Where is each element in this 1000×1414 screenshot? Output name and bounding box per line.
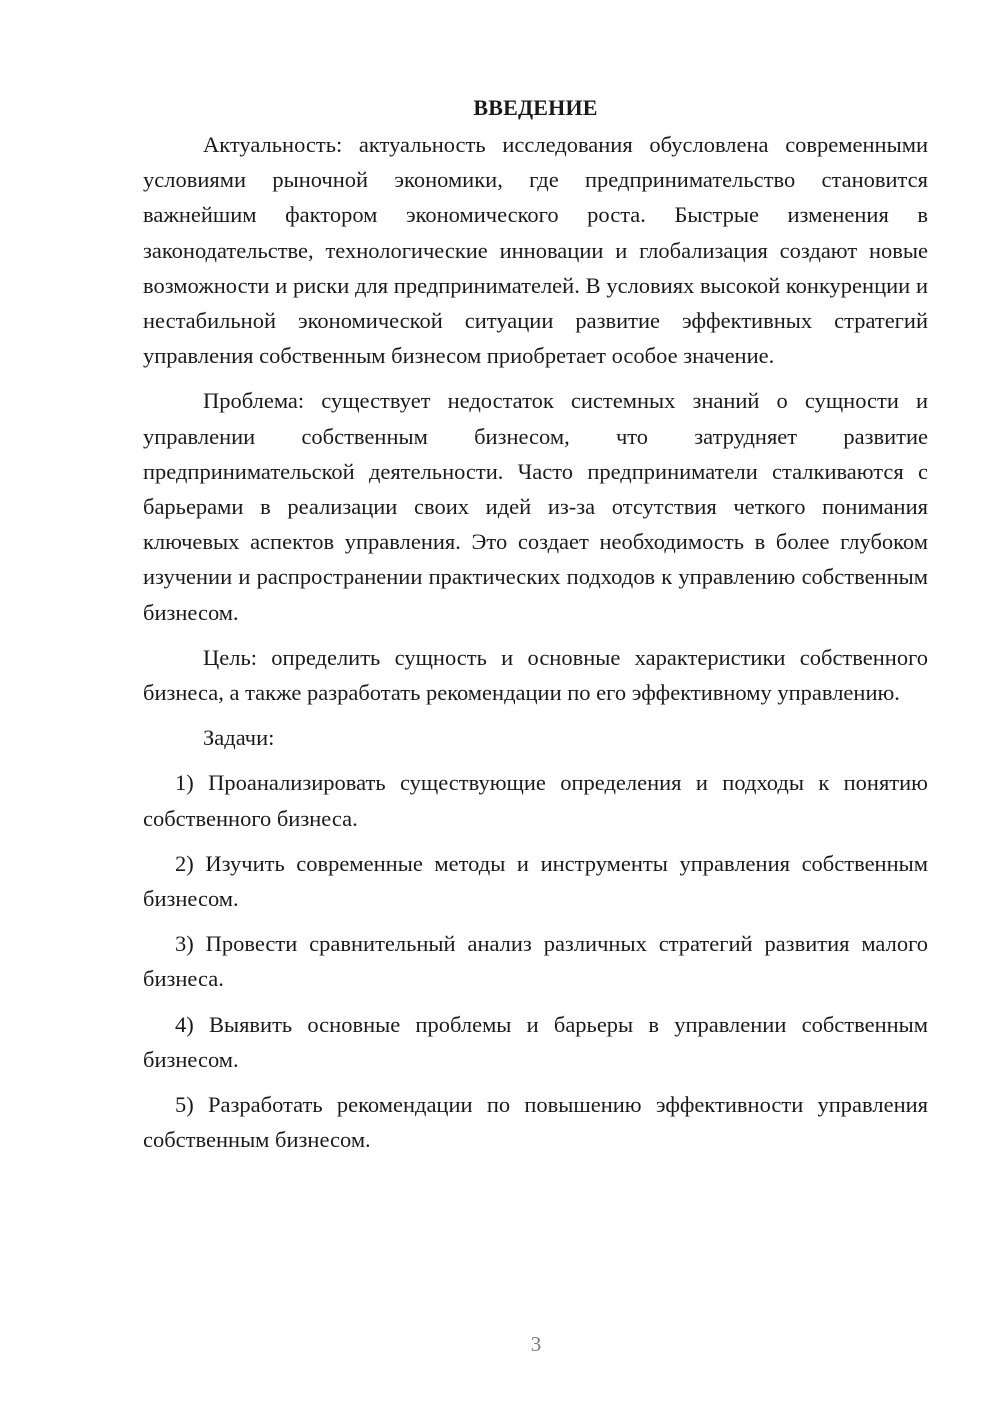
page-number: 3 xyxy=(530,1332,542,1356)
task-item-4: 4) Выявить основные проблемы и барьеры в управлении собственным бизнесом. xyxy=(143,1011,928,1072)
tasks-title: Задачи: xyxy=(203,725,275,751)
task-item-3: 3) Провести сравнительный анализ различных стратегий развития малого бизнеса. xyxy=(143,931,928,992)
paragraph-goal: Цель: определить сущность и основные характеристики собственного бизнеса, а также разработать рекомендации по его эффективному управлению. xyxy=(143,644,928,706)
paragraph-problem: Проблема: существует недостаток системных знаний о сущности и управлении собственным бизнесом, что затрудняет развитие предпринимательской деятельности. Часто предприниматели сталкиваются с барьерами в реализации своих идей из-за отсутствия четкого понимания ключевых аспектов управления. Это создает необходимость в более глубоком изучении и распространении практических подходов к управлению собственным бизнесом. xyxy=(143,388,928,625)
task-item-1: 1) Проанализировать существующие определения и подходы к понятию собственного бизнеса. xyxy=(143,770,928,831)
task-item-5: 5) Разработать рекомендации по повышению эффективности управления собственным бизнесом. xyxy=(143,1092,928,1153)
page-content xyxy=(143,90,928,1167)
paragraph-relevance: Актуальность: актуальность исследования обусловлена современными условиями рыночной экономики, где предпринимательство становится важнейшим фактором экономического роста. Быстрые изменения в законодательстве, технологические инновации и глобализация создают новые возможности и риски для предпринимателей. В условиях высокой конкуренции и нестабильной экономической ситуации развитие эффективных стратегий управления собственным бизнесом приобретает особое значение. xyxy=(143,132,928,369)
task-item-2: 2) Изучить современные методы и инструменты управления собственным бизнесом. xyxy=(143,850,928,912)
section-heading: ВВЕДЕНИЕ xyxy=(473,95,598,120)
